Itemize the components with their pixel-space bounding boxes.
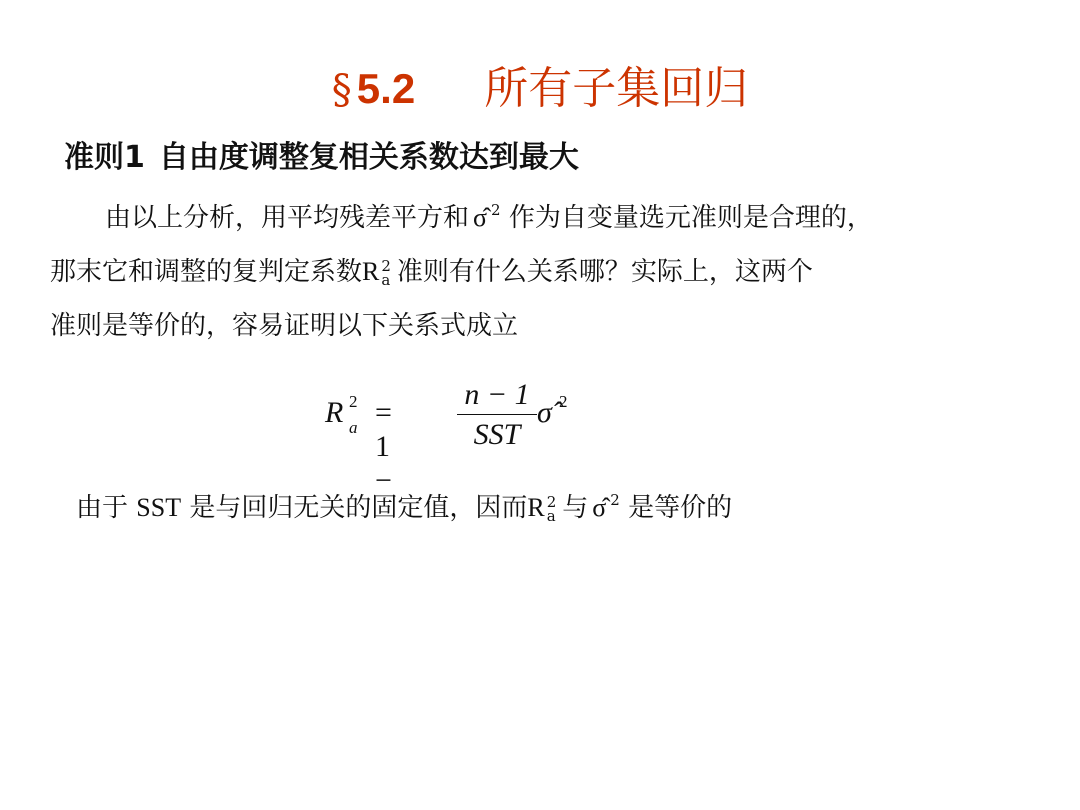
r-symbol: R <box>362 257 380 286</box>
section-symbol: § <box>331 67 352 113</box>
formula-r-sup: 2 <box>349 392 358 411</box>
body-text: 是等价的 <box>628 493 733 523</box>
body-line-2 <box>50 254 813 290</box>
body-text: 是与回归无关的固定值，因而 <box>189 493 528 523</box>
body-text: 那末它和调整的复判定系数 <box>50 257 363 287</box>
body-text: 由于 <box>76 493 129 523</box>
a-subscript: a <box>381 271 391 289</box>
formula-fraction <box>457 378 537 453</box>
conclusion-line <box>76 490 732 529</box>
body-text: 准则有什么关系哪？实际上，这两个 <box>396 257 813 287</box>
r-subsup <box>381 259 391 287</box>
square-superscript: 2 <box>546 493 557 511</box>
square-superscript: 2 <box>610 491 620 509</box>
formula-r-sub: a <box>349 418 358 437</box>
body-line-3 <box>50 308 518 344</box>
section-name: 所有子集回归 <box>484 63 749 114</box>
criterion-label: 准则1 <box>64 140 145 175</box>
section-number: 5.2 <box>356 65 416 112</box>
r-symbol: R <box>527 493 545 522</box>
fraction-numerator: n − 1 <box>464 378 530 411</box>
square-superscript: 2 <box>381 257 391 275</box>
body-text: 作为自变量选元准则是合理的， <box>508 203 873 233</box>
formula-r: R <box>325 396 344 429</box>
body-line-1 <box>105 200 873 239</box>
sigma-hat-symbol: σ̂ <box>473 203 488 232</box>
fraction-denominator: SST <box>473 418 521 451</box>
sst-term: SST <box>136 493 182 522</box>
body-text: 准则是等价的，容易证明以下关系式成立 <box>50 311 519 341</box>
body-text: 与 <box>562 493 589 523</box>
body-text: 由以上分析，用平均残差平方和 <box>105 203 470 233</box>
formula-sigma-sup: 2 <box>559 392 568 411</box>
sigma-hat-symbol: σ̂ <box>592 493 607 522</box>
a-subscript: a <box>546 507 556 525</box>
formula-sigma-hat: σ̂ <box>537 396 552 429</box>
criterion-text: 自由度调整复相关系数达到最大 <box>158 140 579 175</box>
criterion-heading <box>64 132 579 176</box>
square-superscript: 2 <box>491 201 501 219</box>
slide-title <box>0 52 1080 116</box>
fraction-bar <box>457 414 537 415</box>
r-subsup <box>547 495 557 523</box>
formula-equals-one-minus: = 1 − <box>375 396 392 497</box>
